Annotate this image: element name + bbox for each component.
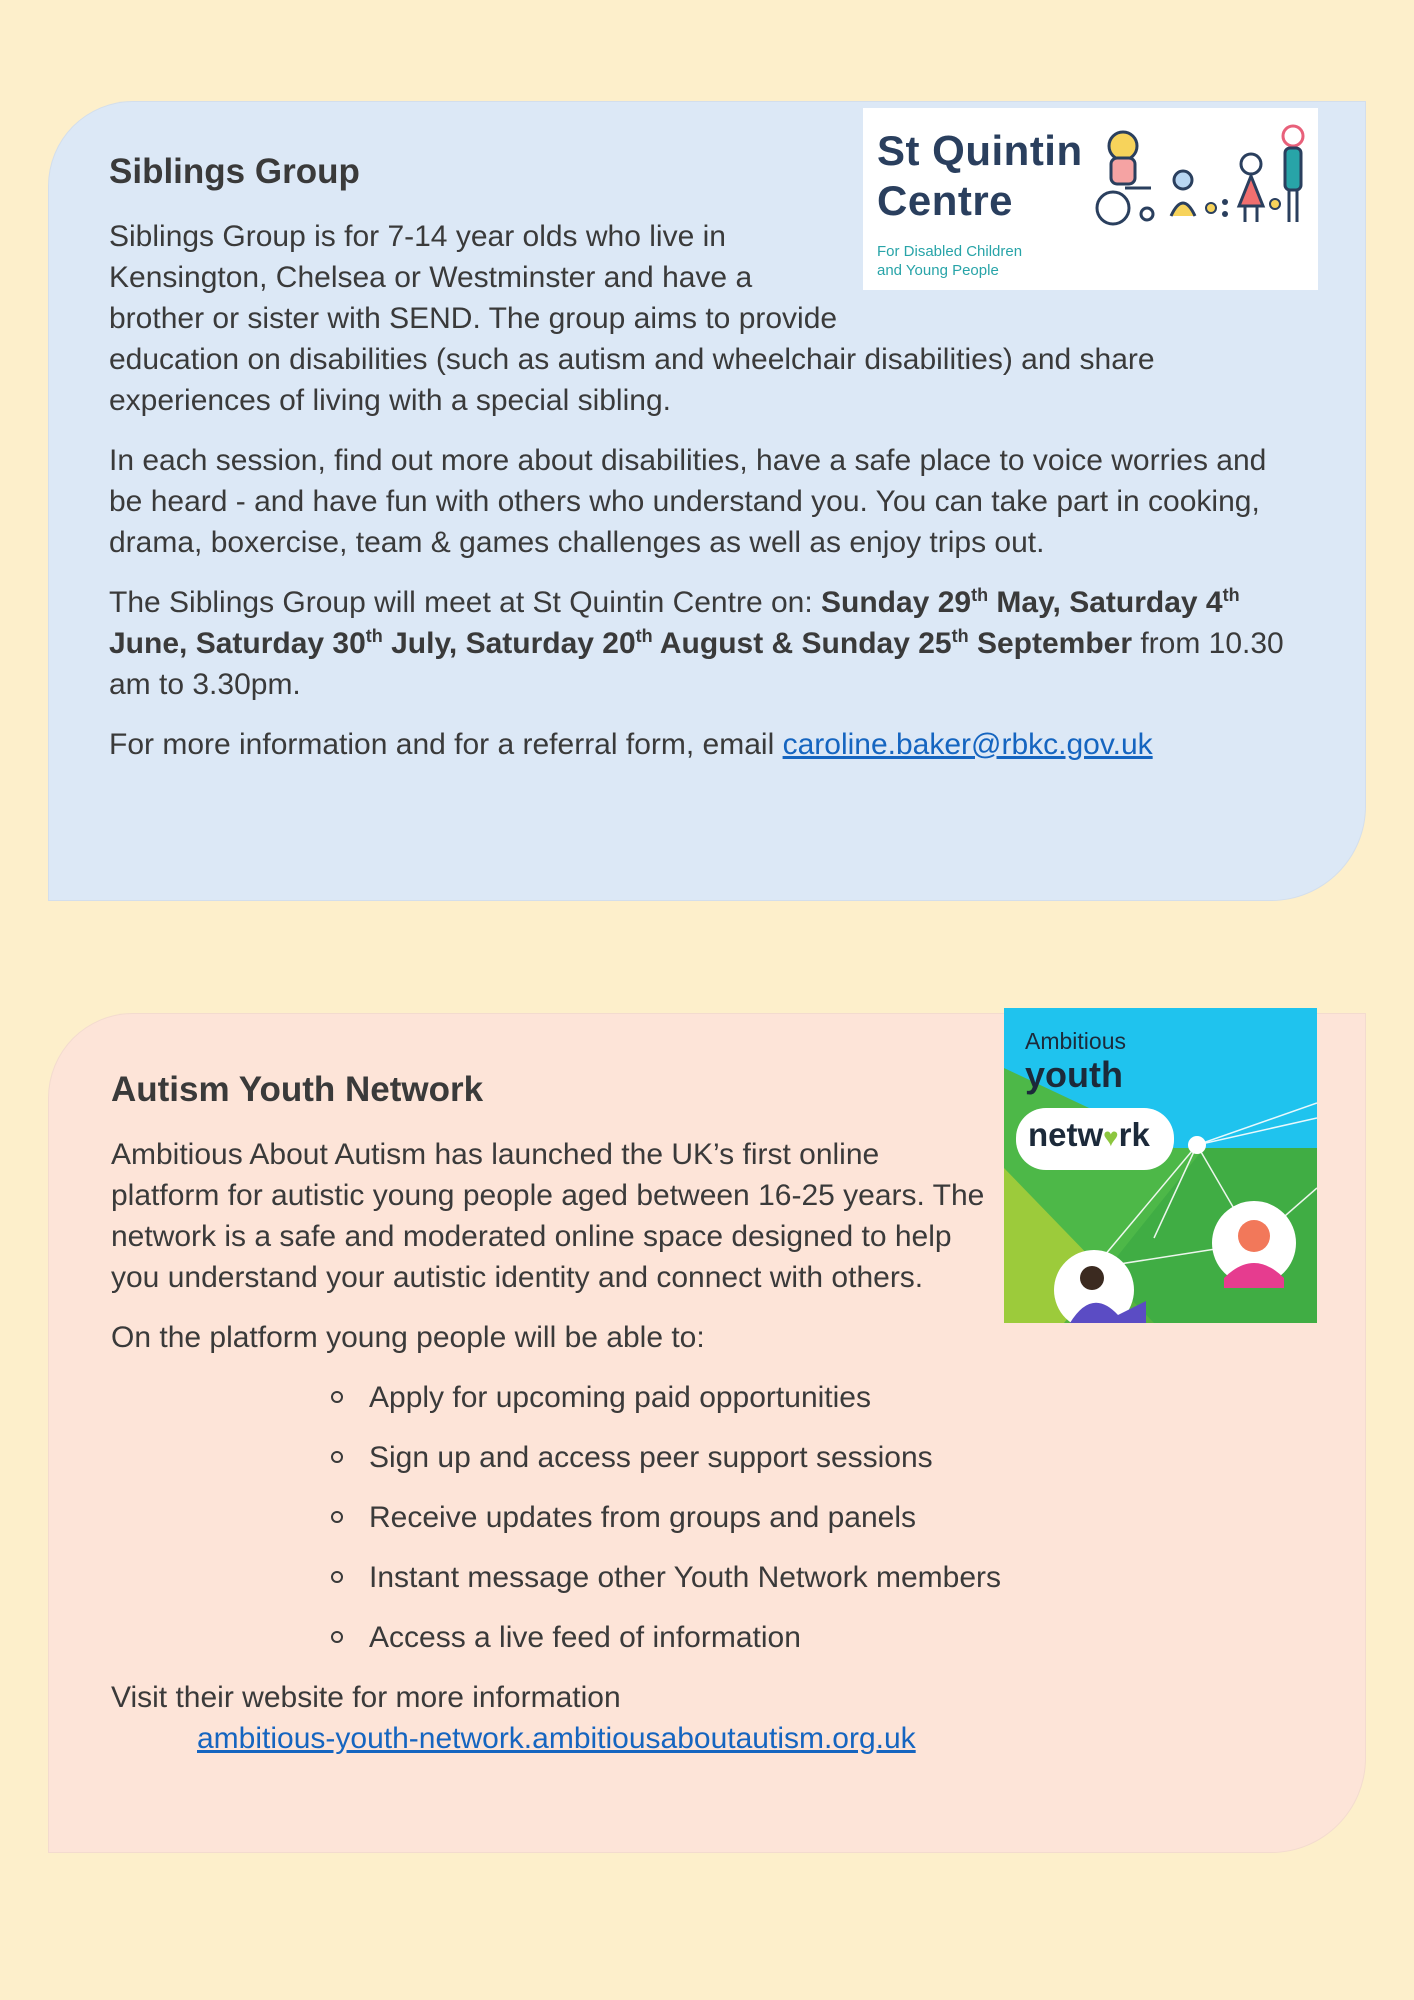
list-item: Receive updates from groups and panels — [369, 1497, 1305, 1538]
circle-bullet-icon — [331, 1391, 343, 1403]
visit-website-text: Visit their website for more information ambitious-youth-network.ambitiousaboutautism.org.uk — [111, 1680, 916, 1755]
siblings-contact — [109, 724, 1305, 765]
heart-icon: ♥ — [1103, 1122, 1119, 1152]
siblings-dates — [109, 582, 1305, 705]
dates-time: from 10.30 am to 3.30pm. — [109, 626, 1284, 701]
autism-description: Ambitious About Autism has launched the UK’s first online platform for autistic young people aged between 16-25 years. The network is a safe and moderated online space designed to help you understand your autistic identity and connect with others. — [111, 1137, 985, 1294]
circle-bullet-icon — [331, 1571, 343, 1583]
logo-tagline-line2: and Young People — [877, 262, 999, 279]
circle-bullet-icon — [331, 1511, 343, 1523]
ambitious-youth-network-logo — [1004, 1008, 1317, 1323]
list-item: Instant message other Youth Network members — [369, 1557, 1305, 1598]
siblings-title: Siblings Group — [109, 152, 360, 191]
st-quintin-centre-logo — [863, 108, 1318, 290]
autism-list-intro: On the platform young people will be able to: — [111, 1320, 705, 1354]
children-figures-icon — [1085, 118, 1310, 228]
contact-text: For more information and for a referral form, email — [109, 727, 783, 761]
logo-word-ambitious: Ambitious — [1025, 1028, 1126, 1054]
website-link[interactable]: ambitious-youth-network.ambitiousaboutautism.org.uk — [197, 1721, 916, 1755]
platform-features-list — [111, 1377, 1305, 1658]
logo-name-line1: St Quintin — [877, 127, 1083, 174]
email-link[interactable]: caroline.baker@rbkc.gov.uk — [782, 727, 1153, 761]
logo-word-youth: youth — [1025, 1054, 1123, 1095]
dates-list: Sunday 29th May, Saturday 4th June, Saturday 30th July, Saturday 20th August & Sunday 25th September — [109, 584, 1240, 660]
siblings-description: Siblings Group is for 7-14 year olds who live in Kensington, Chelsea or Westminster and have a brother or sister with SEND. The group aims to provide education on disabilities (such as autism and wheelchair disabilities) and share experiences of living with a special sibling. — [109, 219, 1155, 417]
autism-title: Autism Youth Network — [111, 1070, 484, 1109]
logo-tagline-line1: For Disabled Children — [877, 243, 1023, 260]
autism-youth-network-card — [48, 1013, 1366, 1853]
logo-word-network: netw♥rk — [1028, 1116, 1150, 1153]
siblings-group-card — [48, 101, 1366, 901]
list-item: Access a live feed of information — [369, 1617, 1305, 1658]
siblings-session-info: In each session, find out more about disabilities, have a safe place to voice worries and be heard - and have fun with others who understand you. You can take part in cooking, drama, boxercise, team & games challenges as well as enjoy trips out. — [109, 443, 1267, 559]
list-item: Sign up and access peer support sessions — [369, 1437, 1305, 1478]
logo-name-line2: Centre — [877, 177, 1014, 224]
circle-bullet-icon — [331, 1451, 343, 1463]
logo-name — [877, 126, 1083, 226]
logo-tagline — [877, 242, 1022, 280]
circle-bullet-icon — [331, 1631, 343, 1643]
list-item: Apply for upcoming paid opportunities — [369, 1377, 1305, 1418]
dates-intro: The Siblings Group will meet at St Quintin Centre on: — [109, 585, 822, 619]
